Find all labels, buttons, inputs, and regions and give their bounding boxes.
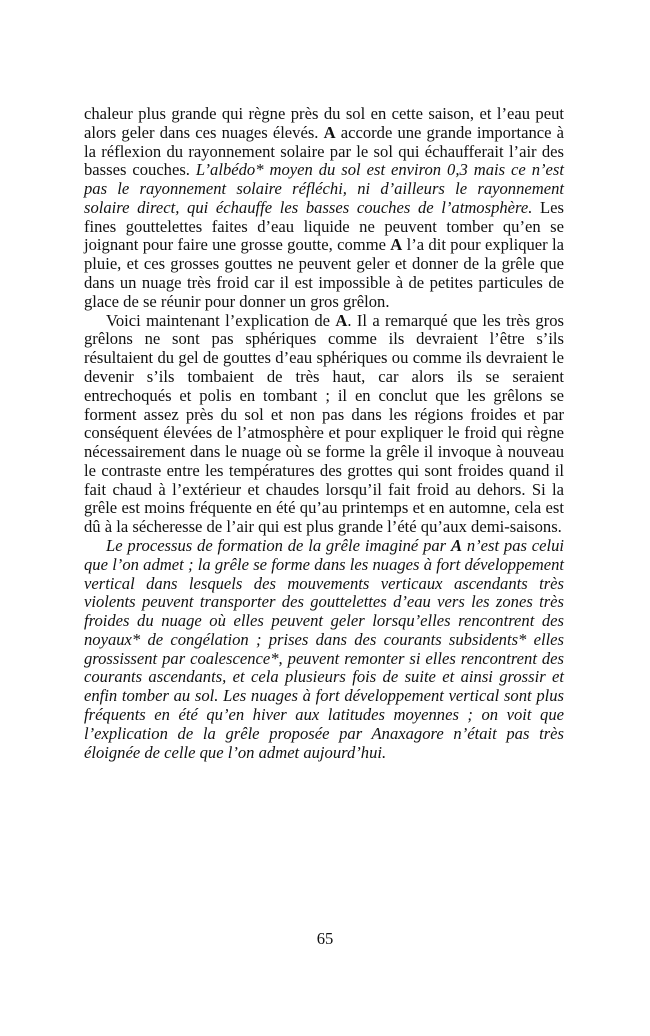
bold-run: A <box>323 122 336 142</box>
page-number: 65 <box>316 929 334 948</box>
text-run: . Il a remarqué que les très gros grêlons ne sont pas sphériques comme ils devraient l’être s’ils résultaient du gel de gouttes d’eau sphériques ou comme ils devraient le devenir s’ils tombaient de très haut, car alors ils se seraient entrechoqués et polis en tombant ; il en conclut que les grêlons se forment assez près du sol et non pas dans les régions froides et par conséquent élevées de l’atmosphère et pour expliquer le froid qui règne nécessairement dans le nuage où se forme la grêle il invoque à nouveau le contraste entre les températures des grottes qui sont froides quand il fait chaud à l’extérieur et chaudes lorsqu’il fait froid au dehors. Si la grêle est moins fréquente en été qu’au printemps et en automne, cela est dû à la sécheresse de l’air qui est plus grande l’été qu’aux demi-saisons. <box>84 310 564 537</box>
text-run: chaleur plus grande qui règne près du sol en cette saison, et l’eau peut alors geler dans ces nuages élevés. <box>84 104 564 142</box>
paragraph-3-commentary <box>84 537 564 762</box>
page-body-text <box>84 105 564 762</box>
bold-run: A <box>335 310 348 330</box>
text-run: n’est pas celui que l’on admet ; la grêle se forme dans les nuages à fort développement vertical dans lesquels des mouvements verticaux ascendants très violents peuvent transporter des gouttelettes d’eau vers les zones très froides du nuage où elles peuvent geler lorsqu’elles rencontrent des noyaux* de congélation ; prises dans des courants subsidents* elles grossissent par coalescence*, peuvent remonter si elles rencontrent des courants ascendants, et cela plusieurs fois de suite et ainsi grossir et enfin tomber au sol. Les nuages à fort développement vertical sont plus fréquents en été qu’en hiver aux latitudes moyennes ; on voit que l’explication de la grêle proposée par Anaxagore n’était pas très éloignée de celle que l’on admet aujourd’hui. <box>84 535 564 762</box>
paragraph-2 <box>84 312 564 537</box>
text-run: Le processus de formation de la grêle imaginé par <box>106 535 451 555</box>
paragraph-1 <box>84 105 564 312</box>
italic-run: L’albédo* moyen du sol est environ 0,3 mais ce n’est pas le rayonnement solaire réfléchi, ni d’ailleurs le rayonnement solaire direct, qui échauffe les basses couches de l’atmosphère. <box>84 160 564 217</box>
bold-run: A <box>390 235 403 255</box>
bold-run: A <box>450 535 463 555</box>
text-run: Les fines gouttelettes faites d’eau liquide ne peuvent tomber qu’en se joignant pour faire une grosse goutte, comme <box>84 197 565 255</box>
text-run: l’a dit pour expliquer la pluie, et ces grosses gouttes ne peuvent geler et donner de la grêle que dans un nuage très froid car il est impossible à de petites particules de glace de se réunir pour donner un gros grêlon. <box>84 235 564 311</box>
text-run: Voici maintenant l’explication de <box>106 310 336 330</box>
text-run: accorde une grande importance à la réflexion du rayonnement solaire par le sol qui échaufferait l’air des basses couches. <box>84 122 564 180</box>
